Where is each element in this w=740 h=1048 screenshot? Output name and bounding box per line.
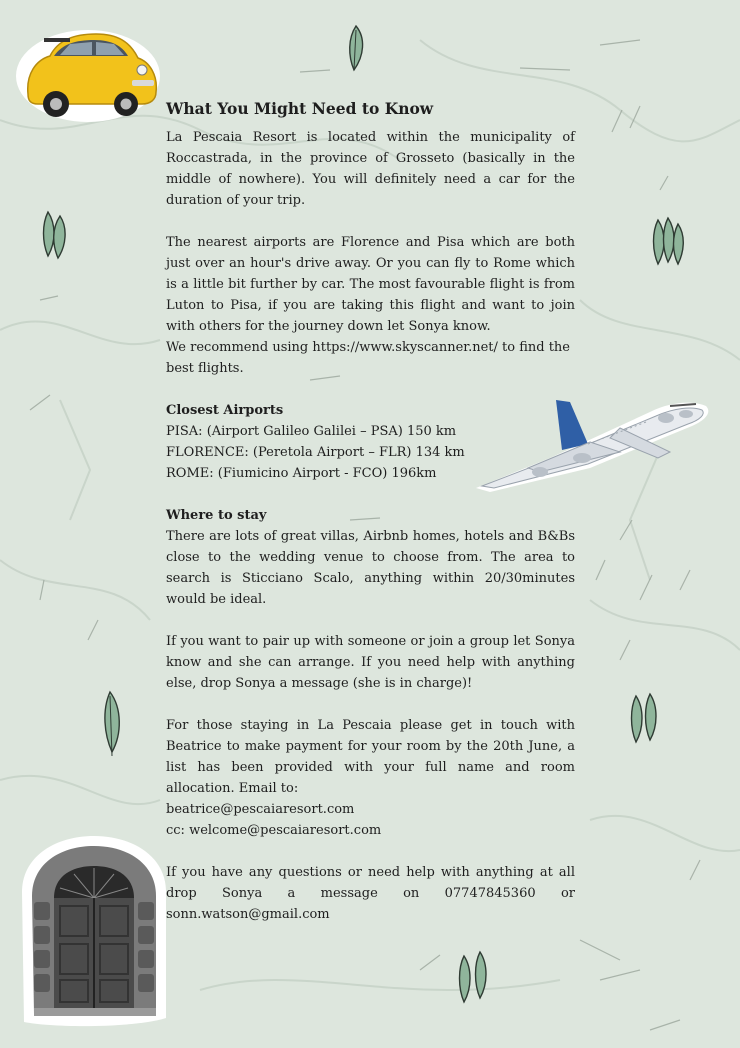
leaf-icon <box>452 948 492 1006</box>
airport-item-rome: ROME: (Fiumicino Airport - FCO) 196km <box>166 466 437 481</box>
leaf-icon <box>626 690 660 748</box>
email-cc-link[interactable]: cc: welcome@pescaiaresort.com <box>166 823 382 838</box>
airports-paragraph: The nearest airports are Florence and Pisa which are both just over an hour's drive away. Or you can fly to Rome which is a little bit further by car. The most favourable flight is from Luton to Pisa, if you are taking this flight and want to join with others for the journey down let Sonya know. <box>166 235 575 334</box>
info-section <box>166 98 575 925</box>
leaf-icon <box>100 688 126 760</box>
page-title: What You Might Need to Know <box>166 99 434 118</box>
contact-email-link[interactable]: sonn.watson@gmail.com <box>166 907 330 922</box>
airport-item-pisa: PISA: (Airport Galileo Galilei – PSA) 150 km <box>166 424 457 439</box>
arched-door-icon <box>14 832 174 1030</box>
recommend-paragraph: We recommend using https://www.skyscanner.net/ to find the best flights. <box>166 340 570 376</box>
leaf-icon <box>344 24 368 74</box>
closest-airports-heading: Closest Airports <box>166 403 284 418</box>
payment-paragraph: For those staying in La Pescaia please get in touch with Beatrice to make payment for your room by the 20th June, a list has been provided with your full name and room allocation. Email to: <box>166 718 575 796</box>
where-to-stay-paragraph: There are lots of great villas, Airbnb homes, hotels and B&Bs close to the wedding venue to choose from. The area to search is Sticciano Scalo, anything within 20/30minutes would be ideal. <box>166 529 575 607</box>
where-to-stay-heading: Where to stay <box>166 508 267 523</box>
leaf-icon <box>38 208 70 262</box>
pair-up-paragraph: If you want to pair up with someone or join a group let Sonya know and she can arrange. If you need help with anything else, drop Sonya a message (she is in charge)! <box>166 634 575 691</box>
intro-paragraph: La Pescaia Resort is located within the municipality of Roccastrada, in the province of Grosseto (basically in the middle of nowhere). You will definitely need a car for the duration of your trip. <box>166 130 575 208</box>
leaf-icon <box>648 214 688 270</box>
airport-item-florence: FLORENCE: (Peretola Airport – FLR) 134 km <box>166 445 465 460</box>
contact-paragraph: If you have any questions or need help with anything at all drop Sonya a message on 07747845360 or <box>166 865 575 901</box>
email-primary-link[interactable]: beatrice@pescaiaresort.com <box>166 802 355 817</box>
yellow-car-icon <box>14 24 162 124</box>
